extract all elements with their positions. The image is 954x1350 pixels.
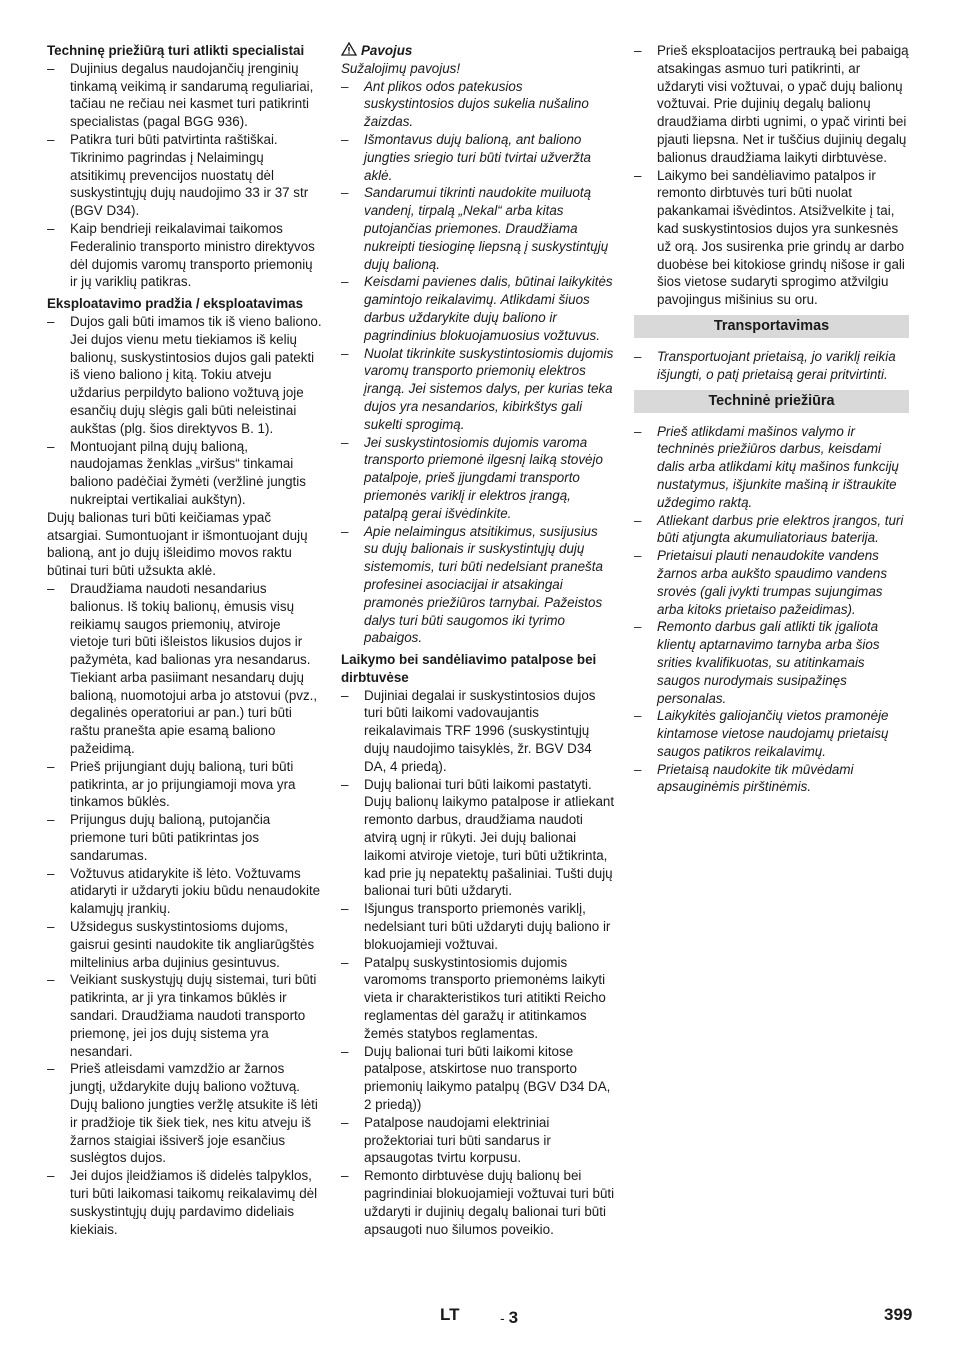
list-item: – Dujiniai degalai ir suskystintosios dujos turi būti laikomi vadovaujantis reikalavimais TRF 1996 (suskystintųjų dujų naudojimo taisyklės, žr. BGV D34 DA, 4 priedą).: [341, 687, 615, 776]
list-operation: [47, 313, 323, 509]
list-item: – Transportuojant prietaisą, jo variklį reikia išjungti, o patį prietaisą gerai pritvirtinti.: [634, 348, 909, 384]
list-item: – Prietaisą naudokite tik mūvėdami apsauginėmis pirštinėmis.: [634, 761, 909, 797]
section-heading-storage: Laikymo bei sandėliavimo patalpose bei dirbtuvėse: [341, 652, 597, 685]
list-item: – Patalpose naudojami elektriniai prožektoriai turi būti sandarus ir apsaugotas tvirtu korpusu.: [341, 1114, 615, 1167]
list-maintenance: [634, 423, 909, 797]
section-heading-specialists: Techninę priežiūrą turi atlikti specialistai: [47, 43, 305, 58]
list-item: – Remonto dirbtuvėse dujų balionų bei pagrindiniai blokuojamieji vožtuvai turi būti uždaryti ir dujinių degalų balionai turi būti apsaugoti nuo šilumos poveikio.: [341, 1167, 615, 1238]
section-bar-transport: Transportavimas: [634, 315, 909, 338]
footer-section-number: 3: [508, 1308, 519, 1327]
footer-section-page: [500, 1308, 518, 1328]
list-cylinder-safety: [47, 580, 323, 1238]
list-item: – Prieš prijungiant dujų balioną, turi būti patikrinta, ar jo prijungiamoji mova yra tinkamos būklės.: [47, 758, 323, 811]
list-warnings: [341, 78, 615, 648]
list-item: – Atliekant darbus prie elektros įrangos, turi būti atjungta akumuliatoriaus baterija.: [634, 512, 909, 548]
list-item: – Jei dujos įleidžiamos iš didelės talpyklos, turi būti laikomasi taikomų reikalavimų dėl suskystintųjų dujų pardavimo dideliais kiekiais.: [47, 1167, 323, 1238]
footer-dash: -: [500, 1310, 509, 1326]
list-item: – Montuojant pilną dujų balioną, naudojamas ženklas „viršus“ tinkamai baliono padėčiai žymėti (veržlinė jungtis nukreiptai vertikaliai aukštyn).: [47, 438, 323, 509]
warning-subtitle: Sužalojimų pavojus!: [341, 60, 461, 76]
list-transport: [634, 348, 909, 384]
list-item: – Patikra turi būti patvirtinta raštiškai. Tikrinimo pagrindas į Nelaimingų atsitikimų prevencijos nuostatų dėl suskystintųjų dujų naudojimo 33 ir 37 str (BGV D34).: [47, 131, 323, 220]
list-item: – Apie nelaimingus atsitikimus, susijusius su dujų balionais ir suskystintųjų dujų sistemomis, turi būti nedelsiant pranešta profesinei asociacijai ir atsakingai pramonės priežiūros tarnybai. Pažeistos dalys turi būti saugomos iki tyrimo pabaigos.: [341, 523, 615, 648]
list-item: – Dujų balionai turi būti laikomi kitose patalpose, atskirtose nuo transporto priemonių laikymo patalpų (BGV D34 DA, 2 priedą)): [341, 1043, 615, 1114]
list-item: – Užsidegus suskystintosioms dujoms, gaisrui gesinti naudokite tik angliarūgštės miltelinius arba dujinius gesintuvus.: [47, 918, 323, 971]
list-item: – Dujos gali būti imamos tik iš vieno baliono. Jei dujos vienu metu tiekiamos iš kelių balionų, suskystintosios dujos gali patekti iš vieno baliono į kitą. Tokiu atveju uždarius perpildyto baliono vožtuvą joje esančių dujų slėgis gali būti neleistinai aukštas (plg. šios direktyvos B. 1).: [47, 313, 323, 438]
list-item: – Draudžiama naudoti nesandarius balionus. Iš tokių balionų, ėmusis visų reikiamų saugos priemonių, atviroje vietoje turi būti išleistos likusios dujos ir pažymėta, kad balionas yra nesandarus. Tiekiant arba pasiimant nesandarų dujų balioną, nuomotojui arba jo atstovui (pvz., degalinės operatoriui ar pan.) turi būti raštu pranešta apie esamą baliono pažeidimą.: [47, 580, 323, 758]
list-item: – Prieš atleisdami vamzdžio ar žarnos jungtį, uždarykite dujų baliono vožtuvą. Dujų baliono jungties veržlę atsukite iš lėti ir pradžioje tik šiek tiek, nes kitu atveju iš žarnos staigiai išsiverš joje esančius suslėgtos dujos.: [47, 1060, 323, 1167]
list-item: – Prietaisui plauti nenaudokite vandens žarnos arba aukšto spaudimo vandens srovės (gali įvykti trumpas sujungimas arba kitoks prietaiso pažeidimas).: [634, 547, 909, 618]
list-item: – Laikykitės galiojančių vietos pramonėje kintamose vietose naudojamų prietaisų saugos patikros reikalavimų.: [634, 707, 909, 760]
list-item: – Išmontavus dujų balioną, ant baliono jungties sriegio turi būti tvirtai užveržta aklė.: [341, 131, 615, 184]
footer-page-number: 399: [884, 1305, 913, 1324]
list-item: – Laikymo bei sandėliavimo patalpos ir remonto dirbtuvės turi būti nuolat pakankamai išvėdintos. Atsižvelkite į tai, kad suskystintosios dujos yra sunkesnės už orą. Jos susirenka prie grindų ar darbo duobėse bei kitokiose grindų nišose ir gali šios vietose sudaryti sprogimo atžvilgiu pavojingus mišinius su oru.: [634, 167, 909, 309]
list-item: – Jei suskystintosiomis dujomis varoma transporto priemonė ilgesnį laiką stovėjo patalpoje, prieš įjungdami transporto priemonės variklį ir elektros įrangą, patalpą gerai išvėdinkite.: [341, 434, 615, 523]
list-item: – Prieš atlikdami mašinos valymo ir techninės priežiūros darbus, keisdami dalis arba atlikdami kitų mašinos funkcijų nustatymus, išjunkite mašiną ir ištraukite uždegimo raktą.: [634, 423, 909, 512]
list-specialists: [47, 60, 323, 291]
column-right: [634, 42, 909, 796]
list-item: – Keisdami pavienes dalis, būtinai laikykitės gamintojo reikalavimų. Atlikdami šiuos darbus uždarykite dujų baliono ir pagrindinius blokuojamuosius vožtuvus.: [341, 273, 615, 344]
list-item: – Patalpų suskystintosiomis dujomis varomoms transporto priemonėms laikyti vieta ir charakteristikos turi atitikti Reicho reglamentas dėl garažų ir atitinkamos žemės statybos reglamentas.: [341, 954, 615, 1043]
column-middle: [341, 42, 615, 1238]
list-item: – Kaip bendrieji reikalavimai taikomos Federalinio transporto ministro direktyvos dėl dujomis varomų transporto priemonių ir jų variklių patikras.: [47, 220, 323, 291]
section-heading-operation: Eksploatavimo pradžia / eksploatavimas: [47, 296, 304, 312]
footer-language: LT: [440, 1305, 460, 1324]
list-item: – Dujų balionai turi būti laikomi pastatyti. Dujų balionų laikymo patalpose ir atliekant remonto darbus, draudžiama naudoti atvirą ugnį ir rūkyti. Jei dujų balionai laikomi atviroje vietoje, turi būti užtikrinta, kad prie jų nepatektų pašaliniai. Tušti dujų balionai turi būti uždaryti.: [341, 776, 615, 901]
list-item: – Prieš eksploatacijos pertrauką bei pabaigą atsakingas asmuo turi patikrinti, ar uždaryti visi vožtuvai, o ypač dujų balionų vožtuvai. Prie dujinių degalų balionų draudžiama dirbti ugnimi, o ypač virinti bei pjauti liepsna. Net ir tuščius dujinių degalų balionus draudžiama laikyti dirbtuvėse.: [634, 42, 909, 167]
warning-title: [341, 42, 615, 60]
paragraph-cylinder-change: Dujų balionas turi būti keičiamas ypač atsargiai. Sumontuojant ir išmontuojant dujų balioną, ant jo dujų išleidimo movos raktu būtinai turi būti užsukta aklė.: [47, 509, 308, 579]
column-left: [47, 42, 323, 1238]
list-item: – Vožtuvus atidarykite iš lėto. Vožtuvams atidaryti ir uždaryti jokiu būdu nenaudokite kalamųjų įrankių.: [47, 865, 323, 918]
list-storage: [341, 687, 615, 1239]
list-storage-continued: [634, 42, 909, 309]
list-item: – Remonto darbus gali atlikti tik įgaliota klientų aptarnavimo tarnyba arba šios srities kvalifikuotas, su atitinkamais saugos nurodymais susipažinęs personalas.: [634, 618, 909, 707]
list-item: – Dujinius degalus naudojančių įrenginių tinkamą veikimą ir sandarumą reguliariai, tačiau ne rečiau nei kasmet turi patikrinti specialistas (pagal BGG 936).: [47, 60, 323, 131]
list-item: – Sandarumui tikrinti naudokite muiluotą vandenį, tirpalą „Nekal“ arba kitas putojančias priemones. Draudžiama nukreipti tiesioginę liepsną į suskystintųjų dujų balioną.: [341, 184, 615, 273]
section-bar-maintenance: Techninė priežiūra: [634, 390, 909, 413]
warning-triangle-icon: [341, 42, 357, 56]
list-item: – Nuolat tikrinkite suskystintosiomis dujomis varomų transporto priemonių elektros įrangą. Jei sistemos dalys, per kurias teka dujos yra nesandarios, kibirkštys gali sukelti sprogimą.: [341, 345, 615, 434]
list-item: – Veikiant suskystųjų dujų sistemai, turi būti patikrinta, ar ji yra tinkamos būklės ir sandari. Draudžiama naudoti transporto priemonę, jei jos dujų sistema yra nesandari.: [47, 971, 323, 1060]
list-item: – Prijungus dujų balioną, putojančia priemone turi būti patikrintas jos sandarumas.: [47, 811, 323, 864]
list-item: – Ant plikos odos patekusios suskystintosios dujos sukelia nušalino žaizdas.: [341, 78, 615, 131]
list-item: – Išjungus transporto priemonės variklį, nedelsiant turi būti uždaryti dujų baliono ir blokuojamieji vožtuvai.: [341, 900, 615, 953]
warning-title-text: Pavojus: [361, 43, 413, 58]
